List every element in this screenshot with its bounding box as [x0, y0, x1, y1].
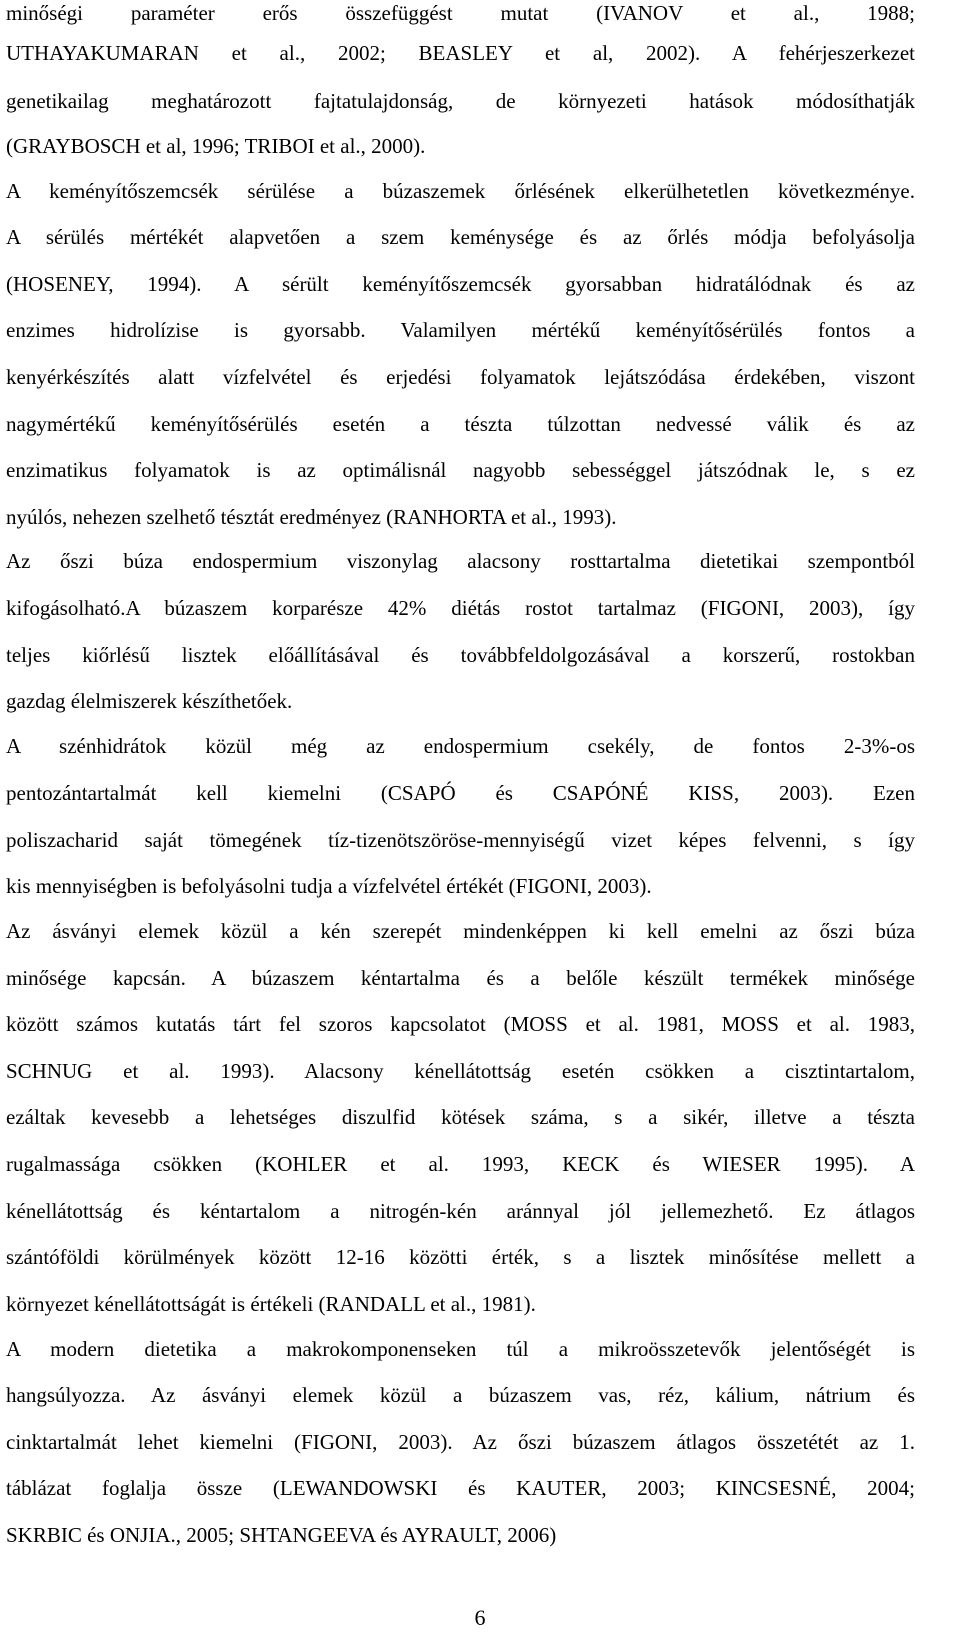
text-line: Az őszi búza endospermium viszonylag alacsony rosttartalma dietetikai szempontból	[6, 549, 915, 573]
text-line: rugalmassága csökken (KOHLER et al. 1993, KECK és WIESER 1995). A	[6, 1152, 915, 1176]
text-line: (HOSENEY, 1994). A sérült keményítőszemcsék gyorsabban hidratálódnak és az	[6, 272, 915, 296]
text-line: UTHAYAKUMARAN et al., 2002; BEASLEY et al, 2002). A fehérjeszerkezet	[6, 41, 915, 65]
text-line: ezáltak kevesebb a lehetséges diszulfid kötések száma, s a sikér, illetve a tészta	[6, 1105, 915, 1129]
text-line: (GRAYBOSCH et al, 1996; TRIBOI et al., 2000).	[6, 134, 426, 158]
text-line: hangsúlyozza. Az ásványi elemek közül a búzaszem vas, réz, kálium, nátrium és	[6, 1383, 915, 1407]
text-line: minőségi paraméter erős összefüggést mutat (IVANOV et al., 1988;	[6, 1, 915, 25]
text-line: pentozántartalmát kell kiemelni (CSAPÓ és CSAPÓNÉ KISS, 2003). Ezen	[6, 781, 915, 805]
text-line: környezet kénellátottságát is értékeli (RANDALL et al., 1981).	[6, 1292, 536, 1316]
text-line: táblázat foglalja össze (LEWANDOWSKI és KAUTER, 2003; KINCSESNÉ, 2004;	[6, 1476, 915, 1500]
text-line: A sérülés mértékét alapvetően a szem keménysége és az őrlés módja befolyásolja	[6, 225, 915, 249]
text-line: szántóföldi körülmények között 12-16 közötti érték, s a lisztek minősítése mellett a	[6, 1245, 915, 1269]
text-line: nagymértékű keményítősérülés esetén a tészta túlzottan nedvessé válik és az	[6, 412, 915, 436]
text-line: kenyérkészítés alatt vízfelvétel és erjedési folyamatok lejátszódása érdekében, viszont	[6, 365, 915, 389]
text-line: SKRBIC és ONJIA., 2005; SHTANGEEVA és AYRAULT, 2006)	[6, 1523, 557, 1547]
text-line: A keményítőszemcsék sérülése a búzaszemek őrlésének elkerülhetetlen következménye.	[6, 179, 915, 203]
text-line: gazdag élelmiszerek készíthetőek.	[6, 689, 293, 713]
text-line: teljes kiőrlésű lisztek előállításával és továbbfeldolgozásával a korszerű, rostokban	[6, 643, 915, 667]
text-line: cinktartalmát lehet kiemelni (FIGONI, 2003). Az őszi búzaszem átlagos összetétét az 1.	[6, 1430, 915, 1454]
text-line: minősége kapcsán. A búzaszem kéntartalma és a belőle készült termékek minősége	[6, 966, 915, 990]
text-line: kifogásolható.A búzaszem korparésze 42% diétás rostot tartalmaz (FIGONI, 2003), így	[6, 596, 915, 620]
text-line: enzimatikus folyamatok is az optimálisnál nagyobb sebességgel játszódnak le, s ez	[6, 458, 915, 482]
text-line: genetikailag meghatározott fajtatulajdonság, de környezeti hatások módosíthatják	[6, 89, 915, 113]
text-line: enzimes hidrolízise is gyorsabb. Valamilyen mértékű keményítősérülés fontos a	[6, 318, 915, 342]
page-number: 6	[474, 1605, 486, 1630]
text-line: kis mennyiségben is befolyásolni tudja a vízfelvétel értékét (FIGONI, 2003).	[6, 874, 652, 898]
text-line: A szénhidrátok közül még az endospermium csekély, de fontos 2-3%-os	[6, 734, 915, 758]
text-line: SCHNUG et al. 1993). Alacsony kénellátottság esetén csökken a cisztintartalom,	[6, 1059, 915, 1083]
text-line: kénellátottság és kéntartalom a nitrogén-kén aránnyal jól jellemezhető. Ez átlagos	[6, 1199, 915, 1223]
text-line: Az ásványi elemek közül a kén szerepét mindenképpen ki kell emelni az őszi búza	[6, 919, 915, 943]
text-line: poliszacharid saját tömegének tíz-tizenötszöröse-mennyiségű vizet képes felvenni, s így	[6, 828, 915, 852]
text-line: A modern dietetika a makrokomponenseken túl a mikroösszetevők jelentőségét is	[6, 1337, 915, 1361]
text-line: nyúlós, nehezen szelhető tésztát eredményez (RANHORTA et al., 1993).	[6, 505, 617, 529]
text-line: között számos kutatás tárt fel szoros kapcsolatot (MOSS et al. 1981, MOSS et al. 1983,	[6, 1012, 915, 1036]
